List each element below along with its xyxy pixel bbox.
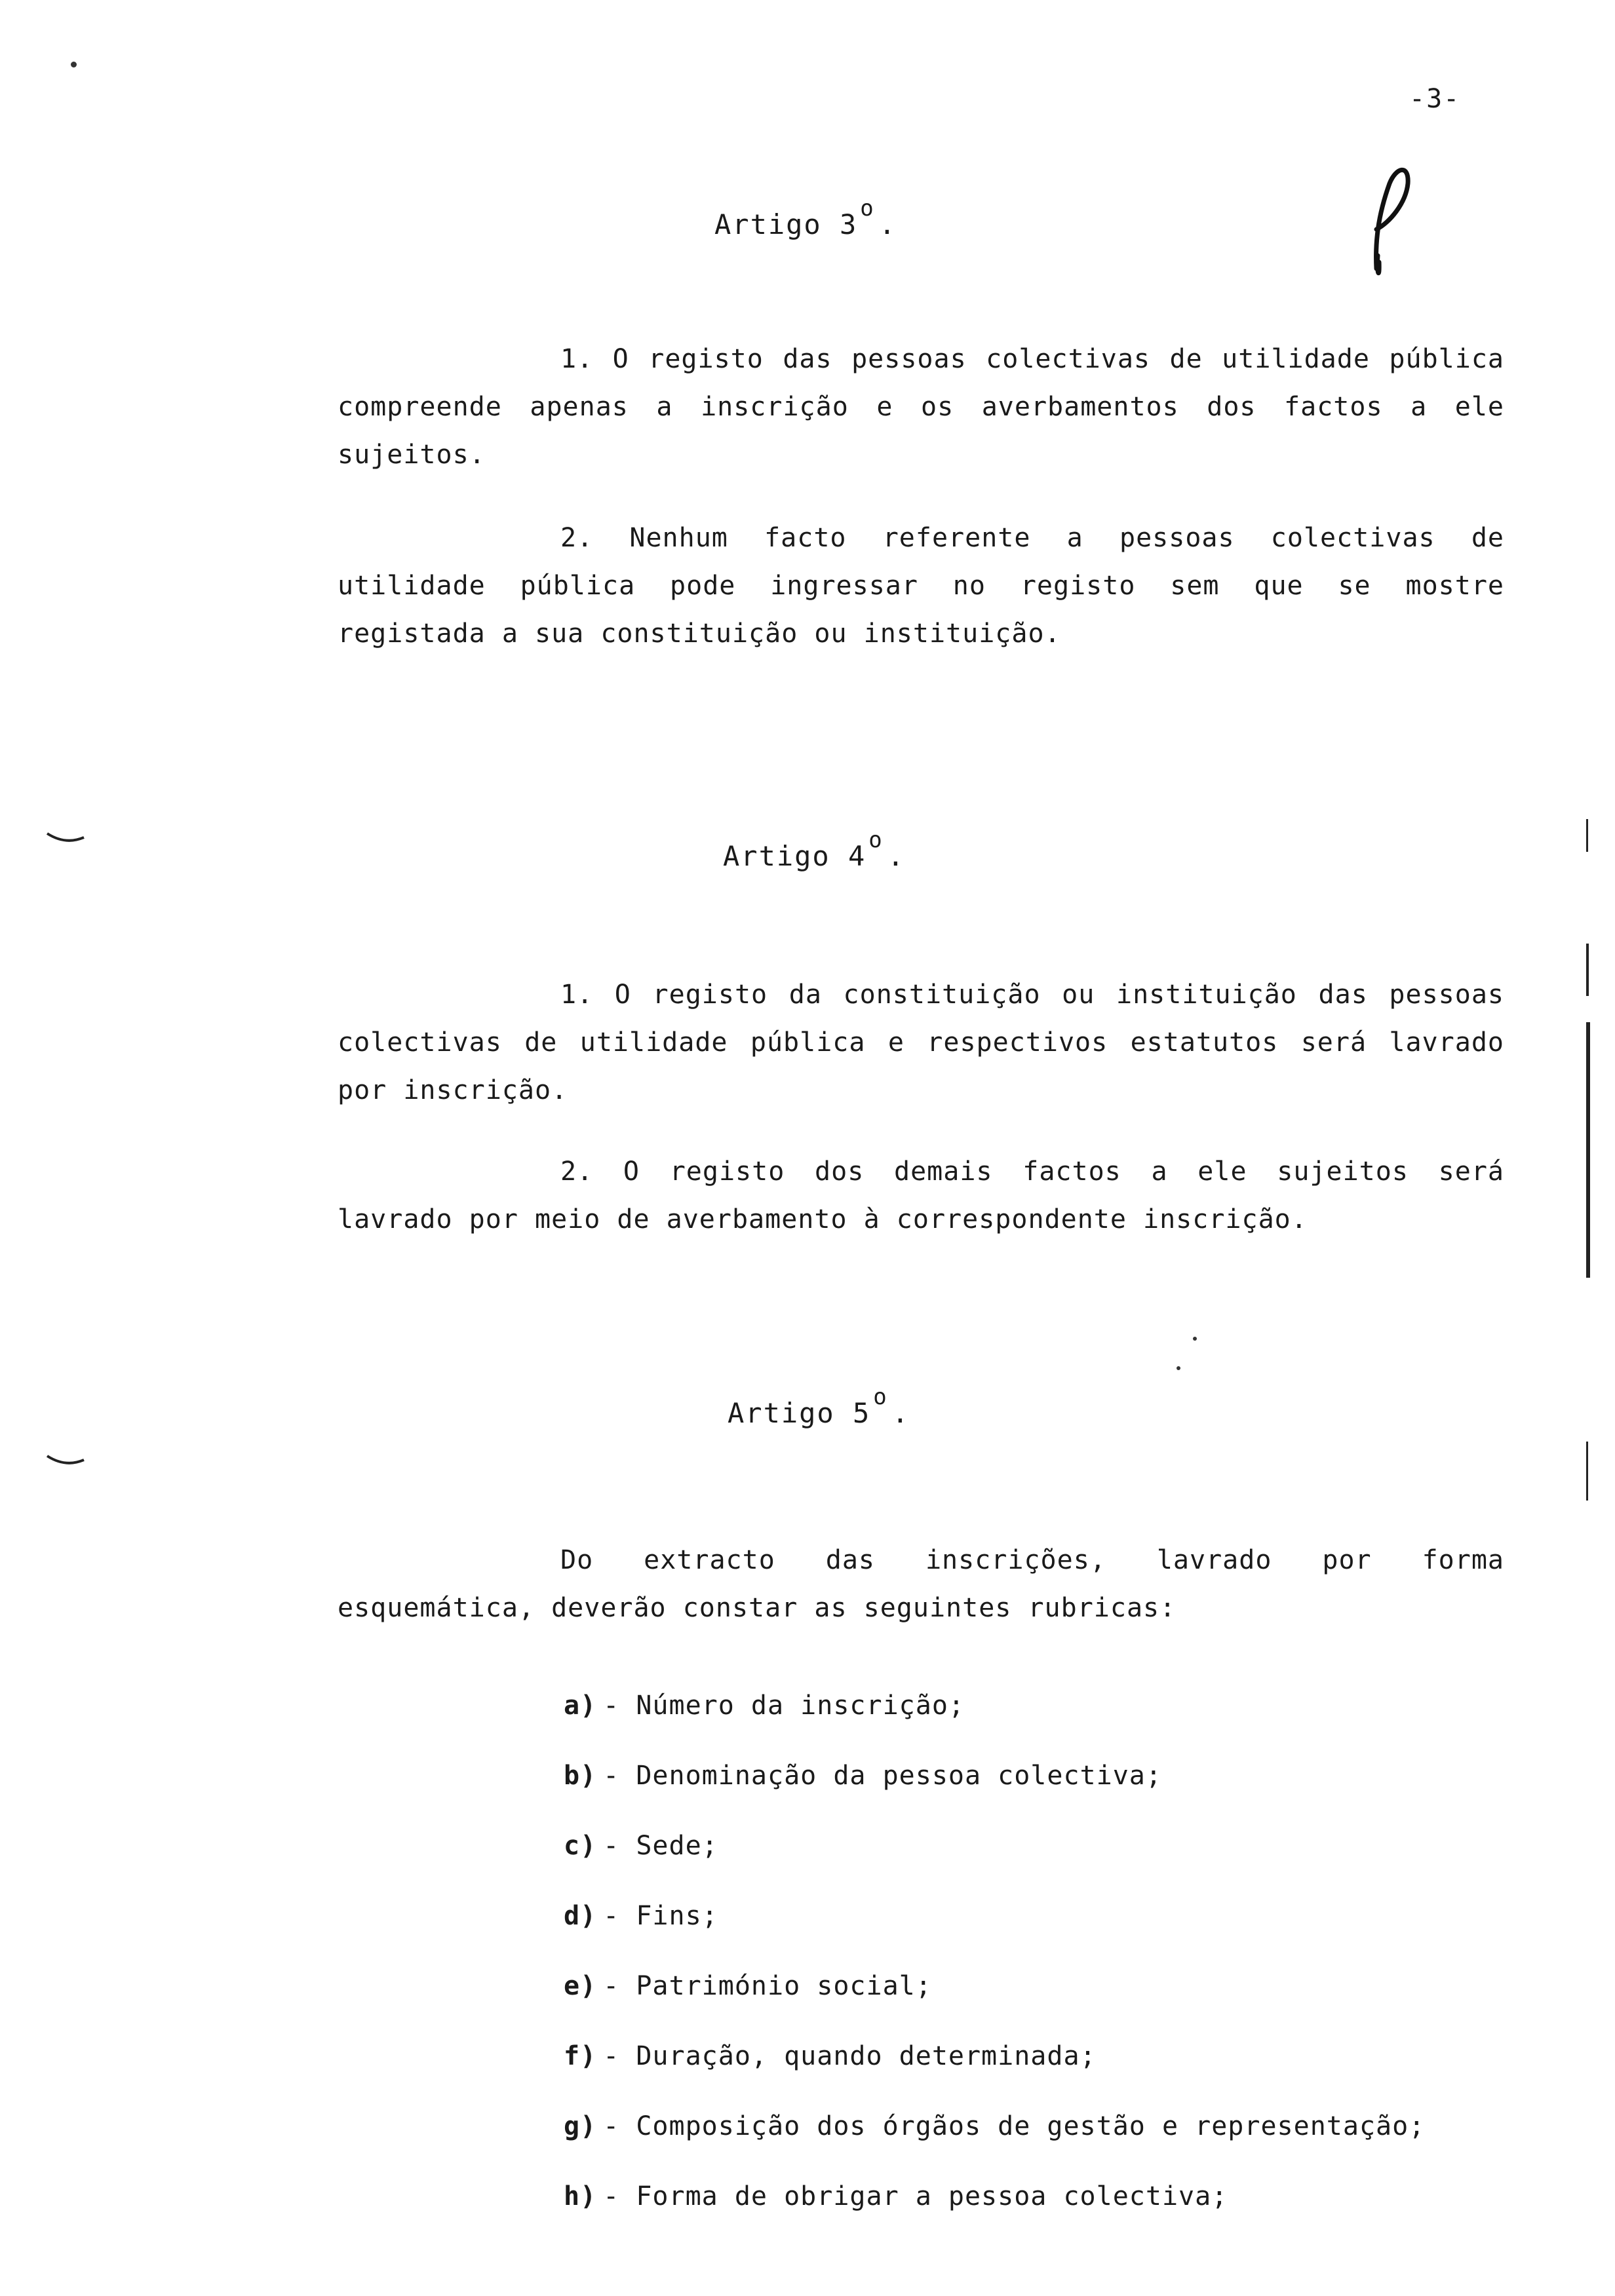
list-item: b) - Denominação da pessoa colectiva; — [564, 1761, 1162, 1791]
scan-speck — [1193, 1337, 1197, 1341]
list-item: c) - Sede; — [564, 1831, 718, 1861]
article-3-ordinal: o — [860, 195, 875, 221]
article-4-heading: Artigo 4 $^o$ . — [723, 827, 906, 872]
article-3-heading: Artigo 3 $^o$ . — [714, 195, 897, 240]
article-4-ordinal: o — [868, 827, 884, 853]
list-item: h) - Forma de obrigar a pessoa colectiva; — [564, 2181, 1228, 2211]
article-5-intro: Do extracto das inscrições, lavrado por forma esquemática, deverão constar as seguintes rubricas: — [338, 1545, 1504, 1623]
margin-edge-line — [1586, 1022, 1590, 1278]
rubricas-list — [564, 1691, 1425, 2251]
margin-edge-line — [1586, 819, 1588, 852]
article-3-paragraph-2: 2. Nenhum facto referente a pessoas colectivas de utilidade pública pode ingressar no registo sem que se mostre registada a sua constituição ou instituição. — [338, 523, 1504, 649]
article-5-title: Artigo 5 — [728, 1397, 871, 1429]
list-item: a) - Número da inscrição; — [564, 1691, 965, 1721]
list-item: d) - Fins; — [564, 1901, 718, 1931]
margin-edge-line — [1586, 944, 1589, 996]
margin-edge-line — [1586, 1442, 1588, 1501]
handwritten-initial-signature — [1350, 157, 1429, 288]
page-number: -3- — [1409, 84, 1461, 114]
list-item: g) - Composição dos órgãos de gestão e representação; — [564, 2111, 1426, 2141]
hole-punch-mark — [46, 1453, 85, 1469]
article-5-ordinal: o — [873, 1384, 888, 1410]
scan-speck — [71, 62, 77, 67]
list-item: e) - Património social; — [564, 1971, 932, 2001]
list-item: f) - Duração, quando determinada; — [564, 2041, 1097, 2071]
hole-punch-mark — [46, 831, 85, 847]
article-3-title: Artigo 3 — [714, 208, 858, 240]
article-4-paragraph-1: 1. O registo da constituição ou instituição das pessoas colectivas de utilidade pública e respectivos estatutos será lavrado por inscrição. — [338, 980, 1504, 1105]
scan-speck — [1177, 1366, 1180, 1370]
article-4-title: Artigo 4 — [723, 840, 866, 872]
article-5-heading: Artigo 5 $^o$ . — [728, 1384, 910, 1429]
article-4-paragraph-2: 2. O registo dos demais factos a ele sujeitos será lavrado por meio de averbamento à correspondente inscrição. — [338, 1157, 1504, 1234]
article-3-paragraph-1: 1. O registo das pessoas colectivas de utilidade pública compreende apenas a inscrição e os averbamentos dos factos a ele sujeitos. — [338, 344, 1504, 470]
